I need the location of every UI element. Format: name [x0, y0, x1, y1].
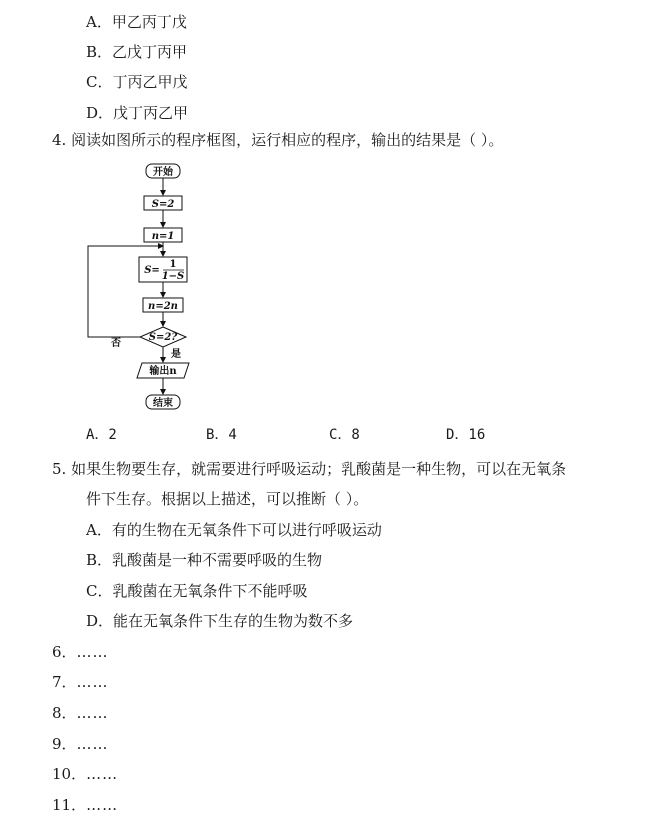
question-7-placeholder: [52, 672, 109, 692]
question-5-number: 5.: [52, 460, 67, 478]
question-8-placeholder: [52, 703, 109, 723]
question-4: [52, 130, 503, 150]
flowchart: [80, 160, 220, 416]
placeholder-number: 8．: [52, 704, 77, 722]
flow-start-text: 开始: [153, 167, 173, 178]
placeholder-ellipsis: ……: [76, 643, 109, 661]
flow-s-init-text: S=2: [151, 199, 175, 210]
question-4-number: 4.: [52, 131, 67, 149]
question-5: [52, 459, 566, 479]
question-4-choice-d: D．16: [446, 427, 486, 443]
question-6-placeholder: [52, 642, 109, 662]
flow-s-update-lhs: S=: [144, 265, 160, 276]
question-5-text-line2: 件下生存。根据以上描述，可以推断（ ）。: [86, 490, 369, 508]
placeholder-number: 9．: [52, 735, 77, 753]
placeholder-ellipsis: ……: [76, 704, 109, 722]
flow-s-update-num: 1: [169, 259, 177, 270]
placeholder-number: 6．: [52, 643, 77, 661]
q3-option-a: A．甲乙丙丁戊: [86, 13, 187, 31]
question-9-placeholder: [52, 734, 109, 754]
flow-no-label: 否: [111, 338, 121, 349]
question-5-option-b: B．乳酸菌是一种不需要呼吸的生物: [86, 551, 323, 569]
q3-option-c: C．丁丙乙甲戊: [86, 73, 188, 91]
flow-loop-back: [88, 246, 163, 337]
flow-s-update-den: 1−S: [161, 271, 185, 282]
placeholder-number: 11．: [52, 796, 87, 814]
placeholder-number: 10．: [52, 765, 87, 783]
placeholder-ellipsis: ……: [76, 735, 109, 753]
flow-n-update-text: n=2n: [148, 301, 178, 312]
question-4-choices: [86, 424, 606, 444]
flow-n-init-text: n=1: [151, 231, 175, 242]
question-5-text-line1: 如果生物要生存，就需要进行呼吸运动；乳酸菌是一种生物，可以在无氧条: [71, 460, 567, 478]
q3-option-d: D．戊丁丙乙甲: [86, 104, 189, 122]
placeholder-number: 7．: [52, 673, 77, 691]
q3-option-b: B．乙戊丁丙甲: [86, 43, 188, 61]
question-4-choice-a: A．2: [86, 427, 117, 443]
question-4-choice-c: C．8: [329, 427, 360, 443]
question-4-text: 阅读如图所示的程序框图，运行相应的程序，输出的结果是（ ）。: [71, 131, 504, 149]
question-10-placeholder: [52, 764, 118, 784]
placeholder-ellipsis: ……: [86, 765, 119, 783]
question-5-option-a: A．有的生物在无氧条件下可以进行呼吸运动: [86, 521, 382, 539]
placeholder-ellipsis: ……: [76, 673, 109, 691]
placeholder-ellipsis: ……: [86, 796, 119, 814]
question-5-option-c: C．乳酸菌在无氧条件下不能呼吸: [86, 582, 308, 600]
flow-yes-label: 是: [171, 349, 181, 360]
question-5-option-d: D．能在无氧条件下生存的生物为数不多: [86, 612, 354, 630]
question-11-placeholder: [52, 795, 118, 815]
flow-output-text: 输出n: [149, 366, 177, 377]
question-4-choice-b: B．4: [206, 427, 237, 443]
flow-condition-text: S=2?: [148, 332, 178, 343]
flow-end-text: 结束: [153, 398, 173, 409]
